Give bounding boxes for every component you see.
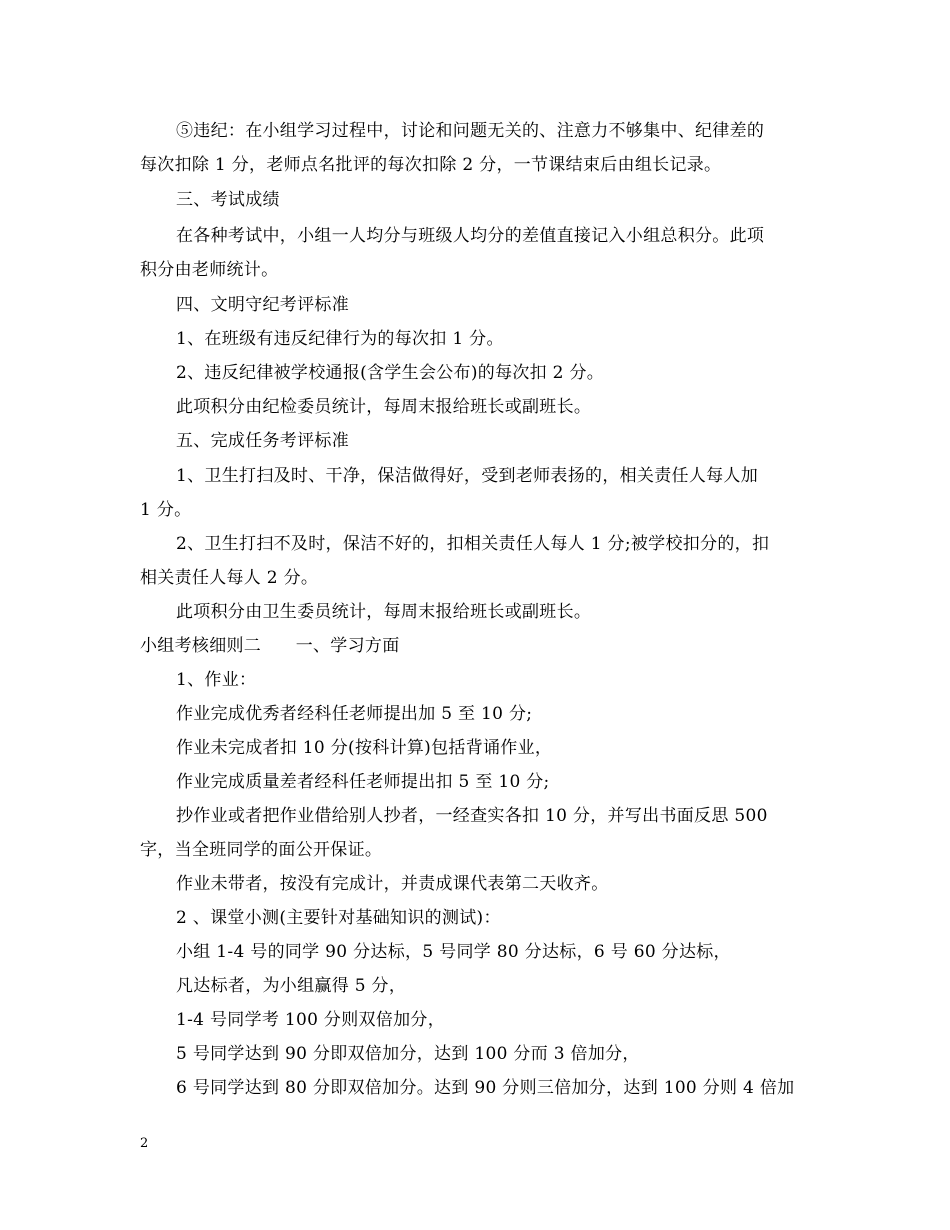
text-line: 积分由老师统计。: [140, 260, 279, 280]
text-line: 5 号同学达到 90 分即双倍加分，达到 100 分而 3 倍加分，: [176, 1044, 640, 1064]
text-line: 2、卫生打扫不及时，保洁不好的，扣相关责任人每人 1 分;被学校扣分的，扣: [176, 534, 770, 554]
text-line: 1、作业：: [176, 670, 257, 690]
text-line: 2 、课堂小测(主要针对基础知识的测试)：: [176, 908, 501, 928]
text-line: 1 分。: [140, 500, 192, 520]
text-line: 作业未带者，按没有完成计，并责成课代表第二天收齐。: [176, 874, 609, 894]
text-line: 凡达标者，为小组赢得 5 分，: [176, 976, 407, 996]
text-line: 此项积分由纪检委员统计，每周末报给班长或副班长。: [176, 397, 592, 417]
text-line: 6 号同学达到 80 分即双倍加分。达到 90 分则三倍加分，达到 100 分则 4 倍加: [176, 1078, 795, 1098]
text-line: 1、在班级有违反纪律行为的每次扣 1 分。: [176, 329, 504, 349]
text-line: 在各种考试中，小组一人均分与班级人均分的差值直接记入小组总积分。此项: [176, 226, 765, 246]
text-line: 字，当全班同学的面公开保证。: [140, 840, 383, 860]
section-heading: 三、考试成绩: [176, 190, 280, 210]
text-line: 此项积分由卫生委员统计，每周末报给班长或副班长。: [176, 602, 592, 622]
text-line: 2、违反纪律被学校通报(含学生会公布)的每次扣 2 分。: [176, 363, 605, 383]
section-heading: 小组考核细则二 一、学习方面: [140, 636, 400, 656]
text-line: 相关责任人每人 2 分。: [140, 568, 319, 588]
text-line: 小组 1-4 号的同学 90 分达标，5 号同学 80 分达标，6 号 60 分达标，: [176, 942, 731, 962]
text-line: 作业未完成者扣 10 分(按科计算)包括背诵作业，: [176, 738, 553, 758]
text-line: 1-4 号同学考 100 分则双倍加分，: [176, 1010, 446, 1030]
text-line: 抄作业或者把作业借给别人抄者，一经查实各扣 10 分，并写出书面反思 500: [176, 806, 768, 826]
section-heading: 四、文明守纪考评标准: [176, 295, 349, 315]
section-heading: 五、完成任务考评标准: [176, 431, 349, 451]
text-line: 作业完成优秀者经科任老师提出加 5 至 10 分;: [176, 704, 533, 724]
text-line: ⑤违纪：在小组学习过程中，讨论和问题无关的、注意力不够集中、纪律差的: [176, 121, 765, 141]
page-number: 2: [140, 1136, 149, 1151]
text-line: 1、卫生打扫及时、干净，保洁做得好，受到老师表扬的，相关责任人每人加: [176, 466, 759, 486]
text-line: 作业完成质量差者经科任老师提出扣 5 至 10 分;: [176, 772, 550, 792]
text-line: 每次扣除 1 分，老师点名批评的每次扣除 2 分，一节课结束后由组长记录。: [140, 155, 722, 175]
